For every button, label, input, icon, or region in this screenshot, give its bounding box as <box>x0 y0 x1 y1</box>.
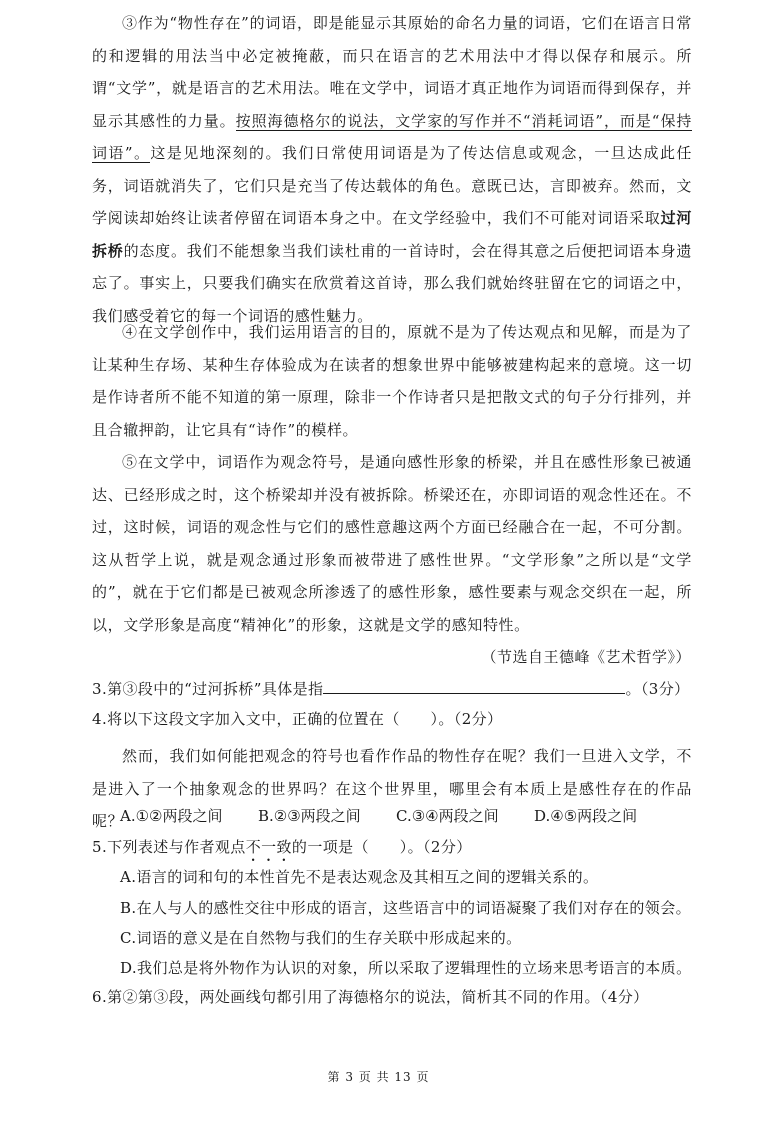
page-footer: 第 3 页 共 13 页 <box>327 1070 430 1084</box>
question-3 <box>92 678 702 699</box>
q5-option-a[interactable]: A.语言的词和句的本性首先不是表达观念及其相互之间的逻辑关系的。 <box>120 868 599 886</box>
question-4-options <box>120 805 680 826</box>
q5-option-b[interactable]: B.在人与人的感性交往中形成的语言，这些语言中的词语凝聚了我们对存在的领会。 <box>120 899 691 917</box>
paragraph-5: ⑤在文学中，词语作为观念符号，是通向感性形象的桥梁，并且在感性形象已被通达、已经形成之时，这个桥梁却并没有被拆除。桥梁还在，亦即词语的观念性还在。不过，这时候，词语的观念性与它们的感性意趣这两个方面已经融合在一起，不可分割。这从哲学上说，就是观念通过形象而被带进了感性世界。“文学形象”之所以是“文学的”，就在于它们都是已被观念所渗透了的感性形象，感性要素与观念交织在一起，所以，文学形象是高度“精神化”的形象，这就是文学的感知特性。 <box>92 453 692 634</box>
question-5-text-1: 5.下列表述与作者观点 <box>92 838 246 856</box>
question-3-score: 。（3分） <box>625 680 690 698</box>
option-a[interactable]: A.①②两段之间 <box>120 807 223 825</box>
question-4-insert-text: 然而，我们如何能把观念的符号也看作作品的物性存在呢？我们一旦进入文学，不是进入了一个抽象观念的世界吗？在这个世界里，哪里会有本质上是感性存在的作品呢？ <box>92 747 692 830</box>
question-3-text: 3.第③段中的“过河拆桥”具体是指 <box>92 680 324 698</box>
option-c[interactable]: C.③④两段之间 <box>396 807 499 825</box>
paragraph-4: ④在文学创作中，我们运用语言的目的，原就不是为了传达观点和见解，而是为了让某种生存场、某种生存体验成为在读者的想象世界中能够被建构起来的意境。这一切是作诗者所不能不知道的第一原理，除非一个作诗者只是把散文式的句子分行排列，并且合辙押韵，让它具有“诗作”的模样。 <box>92 323 692 439</box>
paragraph-3 <box>92 7 692 332</box>
source-citation: （节选自王德峰《艺术哲学》） <box>481 648 691 666</box>
p3-text-2: 这是见地深刻的。我们日常使用词语是为了传达信息或观念，一旦达成此任务，词语就消失了，它们只是充当了传达载体的角色。意既已达，言即被弃。然而，文学阅读却始终让读者停留在词语本身之中。在文学经验中，我们不可能对词语采取 <box>92 144 692 227</box>
option-b[interactable]: B.②③两段之间 <box>258 807 361 825</box>
question-4: 4.将以下这段文字加入文中，正确的位置在（ ）。（2分） <box>92 710 503 728</box>
q5-option-d[interactable]: D.我们总是将外物作为认识的对象，所以采取了逻辑理性的立场来思考语言的本质。 <box>120 959 692 977</box>
p3-text-3: 的态度。我们不能想象当我们读杜甫的一首诗时，会在得其意之后便把词语本身遗忘了。事实上，只要我们确实在欣赏着这首诗，那么我们就始终驻留在它的词语之中，我们感受着它的每一个词语的感性魅力。 <box>92 241 692 325</box>
p3-text-1: ③作为“物性存在”的词语，即是能显示其原始的命名力量的词语，它们在语言日常的和逻辑的用法当中必定被掩蔽，而只在语言的艺术用法中才得以保存和展示。所谓“文学”，就是语言的艺术用法。唯在文学中，词语才真正地作为词语而得到保存，并显示其感性的力量。 <box>92 14 692 130</box>
answer-blank[interactable] <box>323 679 625 694</box>
question-5-text-2: 的一项是（ ）。（2分） <box>291 838 472 856</box>
p3-bold-phrase: 过河拆桥 <box>92 209 693 260</box>
q5-option-c[interactable]: C.词语的意义是在自然物与我们的生存关联中形成起来的。 <box>120 929 522 947</box>
p3-underlined-quote: 按照海德格尔的说法，文学家的写作并不“消耗词语”，而是“保持词语”。 <box>92 111 692 162</box>
question-5 <box>92 836 702 865</box>
question-6: 6.第②第③段，两处画线句都引用了海德格尔的说法，简析其不同的作用。（4分） <box>92 988 649 1006</box>
question-5-emphasis: 不一致 <box>245 838 292 856</box>
option-d[interactable]: D.④⑤两段之间 <box>534 807 638 825</box>
